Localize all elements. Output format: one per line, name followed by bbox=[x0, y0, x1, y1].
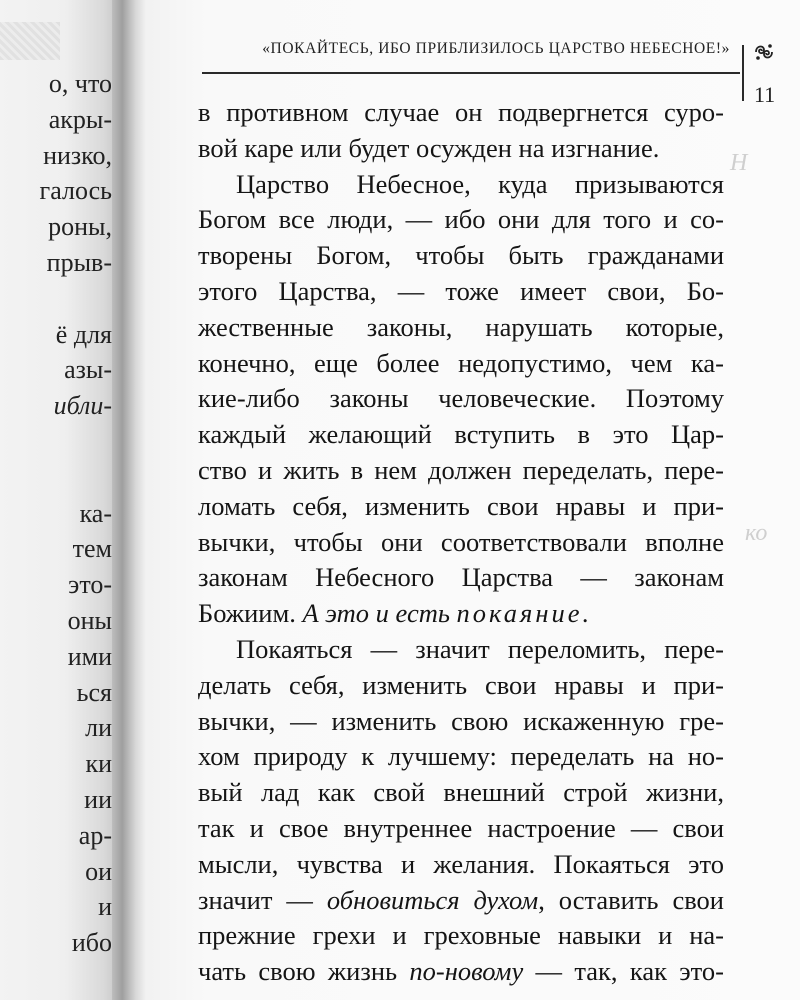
left-page-line: и bbox=[98, 892, 112, 922]
text-line: вычки, — изменить свою искаженную гре- bbox=[198, 705, 724, 736]
left-page-line: о, что bbox=[48, 69, 112, 98]
left-page-line: оны bbox=[67, 605, 112, 635]
left-page-line: ка- bbox=[79, 498, 112, 528]
italic-emphasis: по-новому bbox=[409, 956, 524, 987]
show-through-text: Н bbox=[730, 150, 748, 176]
text-line: Царство Небесное, куда призываются bbox=[236, 168, 724, 199]
left-page-line: ими bbox=[67, 641, 112, 671]
text-line: ломать себя, изменить свои нравы и при- bbox=[198, 490, 724, 521]
running-header: «ПОКАЙТЕСЬ, ИБО ПРИБЛИЗИЛОСЬ ЦАРСТВО НЕБЕСНОЕ!» bbox=[262, 40, 730, 57]
left-page-line: низко, bbox=[43, 140, 112, 170]
left-page-line bbox=[0, 281, 112, 317]
text-line: хом природу к лучшему: переделать на но- bbox=[198, 741, 724, 772]
left-page-line: галось bbox=[39, 176, 112, 206]
italic-emphasis: обновиться духом bbox=[326, 884, 539, 915]
text-line: вый лад как свой внешний строй жизни, bbox=[198, 777, 724, 808]
left-page-line: ибо bbox=[71, 928, 112, 958]
text-line: кие-либо законы человеческие. Поэтому bbox=[198, 383, 724, 414]
left-page-line bbox=[0, 424, 112, 460]
text-run: , оставить свои bbox=[538, 884, 724, 915]
left-page-line: роны, bbox=[48, 212, 112, 242]
text-line bbox=[198, 954, 724, 990]
left-page-line: ки bbox=[85, 749, 112, 779]
text-line: каждый желающий вступить в это Цар- bbox=[198, 419, 724, 450]
left-page-line: ё для bbox=[55, 319, 112, 349]
text-line: вычки, чтобы они соответствовали вполне bbox=[198, 526, 724, 557]
left-page-line: ли bbox=[85, 713, 112, 743]
text-line: прежние грехи и греховные навыки и на- bbox=[198, 920, 724, 951]
left-page-line: это- bbox=[68, 570, 112, 600]
italic-emphasis: . bbox=[582, 598, 590, 629]
left-page-line: ься bbox=[76, 677, 112, 707]
left-page-line: ои bbox=[85, 856, 112, 886]
text-line: Богом все люди, — ибо они для того и со- bbox=[198, 204, 724, 235]
text-line: жественные законы, нарушать которые, bbox=[198, 311, 724, 342]
text-line: делать себя, изменить свои нравы и при- bbox=[198, 669, 724, 700]
show-through-text: ко bbox=[745, 520, 768, 546]
text-line: творены Богом, чтобы быть гражданами bbox=[198, 240, 724, 271]
left-page bbox=[0, 0, 118, 1000]
text-line: законам Небесного Царства — законам bbox=[198, 562, 724, 593]
text-line: конечно, еще более недопустимо, чем ка- bbox=[198, 347, 724, 378]
body-text bbox=[198, 95, 724, 990]
text-run: чать свою жизнь bbox=[198, 956, 410, 987]
text-line: этого Царства, — тоже имеет свои, Бо- bbox=[198, 275, 724, 306]
text-line: ство и жить в нем должен переделать, пере- bbox=[198, 454, 724, 485]
left-page-line: тем bbox=[72, 534, 112, 564]
header-divider bbox=[742, 45, 744, 101]
text-line bbox=[198, 596, 724, 632]
left-page-line: ибли- bbox=[53, 391, 112, 421]
left-page-line: ии bbox=[84, 784, 112, 814]
left-page-ornament bbox=[0, 22, 60, 60]
left-page-line: азы- bbox=[64, 355, 112, 385]
fleuron-icon bbox=[752, 40, 776, 64]
page-number: 11 bbox=[754, 82, 776, 107]
italic-emphasis: А это и есть bbox=[302, 598, 457, 629]
left-page-text bbox=[0, 66, 112, 961]
left-page-line bbox=[0, 460, 112, 496]
book-spine-gutter bbox=[112, 0, 146, 1000]
text-line: в противном случае он подвергнется суро- bbox=[198, 97, 724, 127]
text-line bbox=[198, 883, 724, 919]
text-line: мысли, чувства и желания. Покаяться это bbox=[198, 848, 724, 879]
text-run: Божиим. bbox=[198, 598, 303, 629]
left-page-line: прыв- bbox=[46, 247, 112, 277]
left-page-line: ар- bbox=[78, 820, 112, 850]
left-page-line: акры- bbox=[48, 104, 112, 134]
text-line: Покаяться — значит переломить, пере- bbox=[236, 633, 724, 664]
text-line: вой каре или будет осужден на изгнание. bbox=[198, 132, 660, 163]
header-rule bbox=[202, 72, 740, 74]
text-line: так и свое внутреннее настроение — свои bbox=[198, 812, 724, 843]
spaced-emphasis: покаяние bbox=[456, 598, 583, 629]
text-run: — так, как это- bbox=[523, 956, 724, 987]
text-run: значит — bbox=[198, 884, 327, 915]
